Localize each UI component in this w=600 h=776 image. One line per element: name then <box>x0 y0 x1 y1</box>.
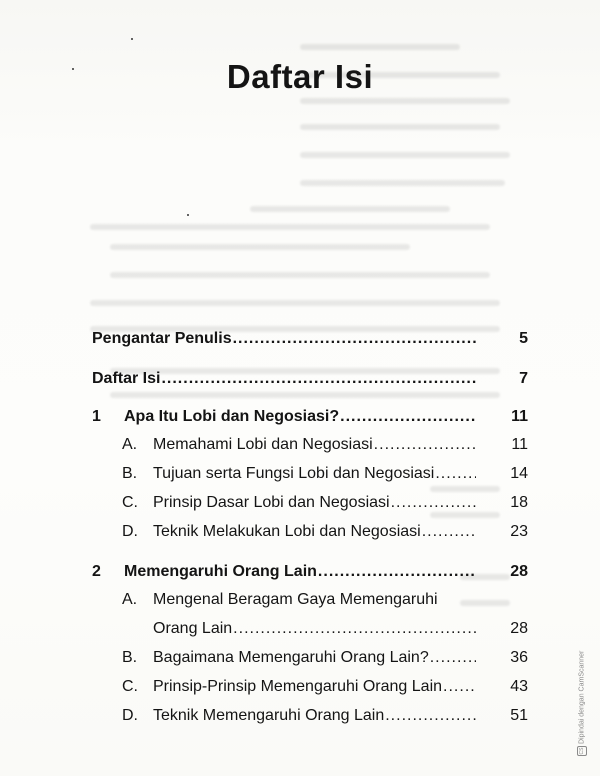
section-title: Bagaimana Memengaruhi Orang Lain? <box>153 649 429 666</box>
section-letter: D. <box>122 707 138 724</box>
camscanner-icon: CS <box>579 747 585 755</box>
chapter-title: Memengaruhi Orang Lain <box>124 563 317 580</box>
chapter-number: 2 <box>92 563 101 580</box>
section-letter: A. <box>122 436 138 453</box>
chapter-title: Apa Itu Lobi dan Negosiasi? <box>124 408 340 425</box>
toc-page-number: 28 <box>510 563 528 580</box>
toc-page-number: 36 <box>510 649 528 666</box>
toc-page-number: 28 <box>510 620 528 637</box>
dot-leader <box>233 329 476 349</box>
section-title: Tujuan serta Fungsi Lobi dan Negosiasi <box>153 465 435 482</box>
section-letter: B. <box>122 465 138 482</box>
scanner-watermark-text: Dipindai dengan CamScanner <box>578 650 586 744</box>
section-title: Teknik Memengaruhi Orang Lain <box>153 707 385 724</box>
scanner-watermark <box>575 640 589 756</box>
dot-leader <box>318 562 476 582</box>
section-title: Teknik Melakukan Lobi dan Negosiasi <box>153 523 421 540</box>
section-letter: A. <box>122 591 138 608</box>
page-title: Daftar Isi <box>226 58 374 95</box>
section-letter: B. <box>122 649 138 666</box>
toc-page-number: 11 <box>511 436 528 453</box>
toc-section-1a[interactable] <box>122 435 528 455</box>
toc-section-1b[interactable] <box>122 464 528 484</box>
toc-section-2a[interactable] <box>122 590 528 610</box>
chapter-number: 1 <box>92 408 101 425</box>
toc-section-2a-continuation[interactable] <box>153 619 528 639</box>
dot-leader <box>443 677 476 697</box>
dot-leader <box>391 493 476 513</box>
toc-entry-daftar-isi[interactable] <box>92 369 528 389</box>
toc-section-2c[interactable] <box>122 677 528 697</box>
toc-section-1d[interactable] <box>122 522 528 542</box>
toc-page-number: 14 <box>510 465 528 482</box>
toc-page-number: 51 <box>510 707 528 724</box>
toc-chapter-2[interactable] <box>92 562 528 582</box>
section-title: Mengenal Beragam Gaya Memengaruhi <box>153 591 438 608</box>
dot-leader <box>422 522 476 542</box>
toc-page-number: 43 <box>510 678 528 695</box>
dot-leader <box>233 619 476 639</box>
section-title: Prinsip Dasar Lobi dan Negosiasi <box>153 494 390 511</box>
section-letter: D. <box>122 523 138 540</box>
dot-leader <box>430 648 476 668</box>
scan-speck <box>187 214 189 216</box>
section-letter: C. <box>122 494 138 511</box>
dot-leader <box>161 369 476 389</box>
toc-entry-title: Pengantar Penulis <box>92 330 232 347</box>
section-title: Memahami Lobi dan Negosiasi <box>153 436 373 453</box>
toc-section-2d[interactable] <box>122 706 528 726</box>
toc-page-number: 18 <box>510 494 528 511</box>
dot-leader <box>385 706 476 726</box>
toc-page-number: 23 <box>510 523 528 540</box>
section-title-continuation: Orang Lain <box>153 620 233 637</box>
dot-leader <box>374 435 476 455</box>
dot-leader <box>435 464 476 484</box>
section-title: Prinsip-Prinsip Memengaruhi Orang Lain <box>153 678 443 695</box>
toc-section-2b[interactable] <box>122 648 528 668</box>
toc-page-number: 7 <box>519 370 528 387</box>
section-letter: C. <box>122 678 138 695</box>
toc-page-number: 11 <box>511 408 528 425</box>
toc-entry-title: Daftar Isi <box>92 370 161 387</box>
toc-section-1c[interactable] <box>122 493 528 513</box>
dot-leader <box>340 407 476 427</box>
toc-entry-pengantar[interactable] <box>92 329 528 349</box>
toc-page-number: 5 <box>519 330 528 347</box>
scan-speck <box>131 38 133 40</box>
toc-chapter-1[interactable] <box>92 407 528 427</box>
